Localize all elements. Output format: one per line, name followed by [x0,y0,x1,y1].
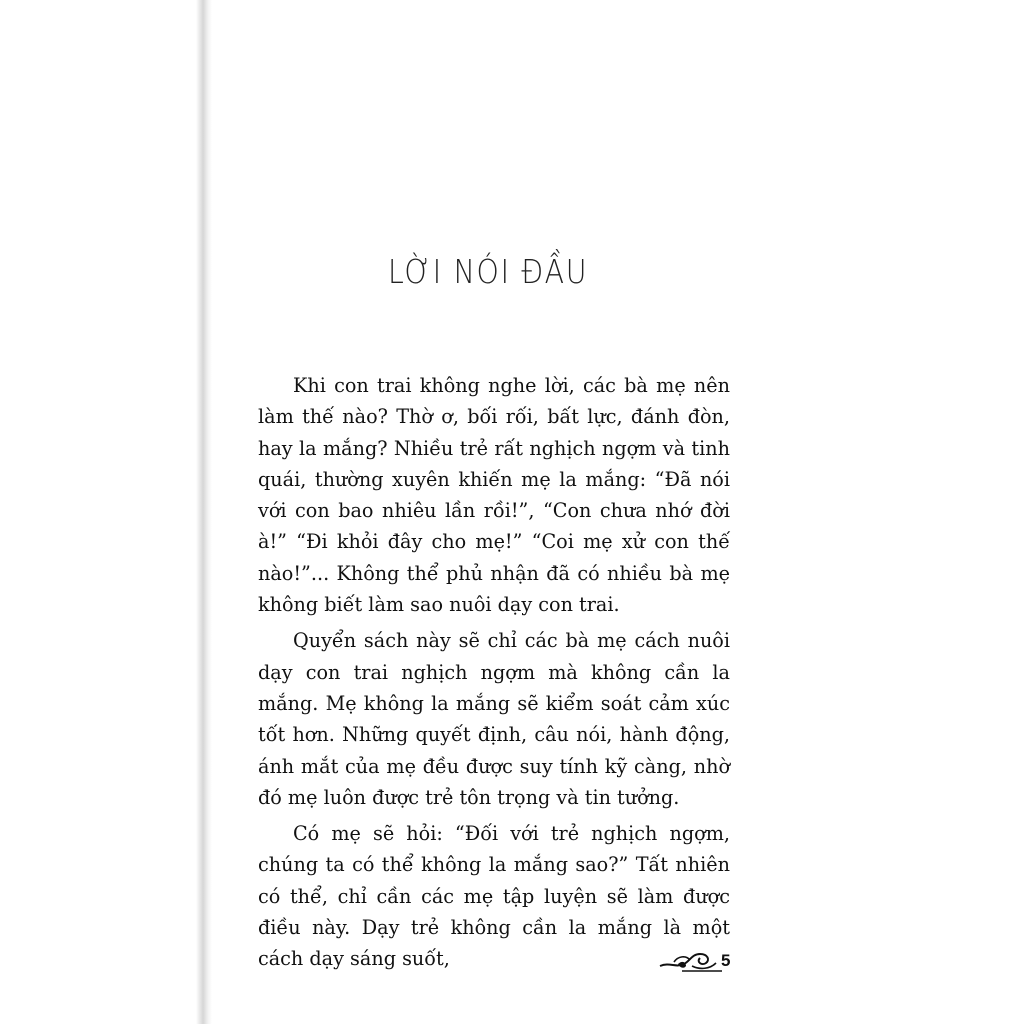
paragraph-3: Có mẹ sẽ hỏi: “Đối với trẻ nghịch ngợm, chúng ta có thể không la mắng sao?” Tất nhiên có thể, chỉ cần các mẹ tập luyện sẽ làm được điều này. Dạy trẻ không cần la mắng là một cách dạy sáng suốt, [258,822,730,971]
swirl-ornament-icon [656,940,722,976]
paragraph-1: Khi con trai không nghe lời, các bà mẹ nên làm thế nào? Thờ ơ, bối rối, bất lực, đánh đòn, hay la mắng? Nhiều trẻ rất nghịch ngợm và tinh quái, thường xuyên khiến mẹ la mắng: “Đã nói với con bao nhiêu lần rồi!”, “Con chưa nhớ đời à!” “Đi khỏi đây cho mẹ!” “Coi mẹ xử con thế nào!”... Không thể phủ nhận đã có nhiều bà mẹ không biết làm sao nuôi dạy con trai. [258,374,730,617]
chapter-title: LỜI NÓI ĐẦU [388,252,589,291]
paragraph-2: Quyển sách này sẽ chỉ các bà mẹ cách nuôi dạy con trai nghịch ngợm mà không cần la mắng. Mẹ không la mắng sẽ kiểm soát cảm xúc tốt hơn. Những quyết định, câu nói, hành động, ánh mắt của mẹ đều được suy tính kỹ càng, nhờ đó mẹ luôn được trẻ tôn trọng và tin tưởng. [258,629,730,809]
body-text [258,370,730,980]
page-number: 5 [721,951,731,970]
binding-gutter-shadow [0,0,212,1024]
